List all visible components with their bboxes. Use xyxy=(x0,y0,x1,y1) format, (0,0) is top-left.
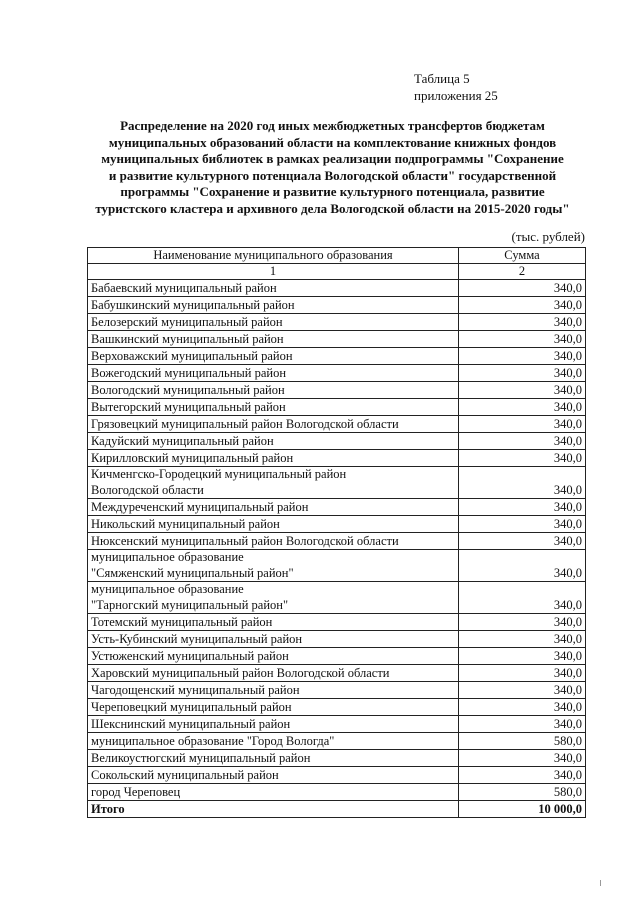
allocation-sum: 340,0 xyxy=(459,614,586,631)
table-row xyxy=(88,314,586,331)
municipality-name-line: Междуреченский муниципальный район xyxy=(91,499,309,514)
allocation-sum: 340,0 xyxy=(459,280,586,297)
table-row xyxy=(88,499,586,516)
table-row xyxy=(88,682,586,699)
allocation-sum: 340,0 xyxy=(459,314,586,331)
table-row xyxy=(88,614,586,631)
units-note: (тыс. рублей) xyxy=(511,229,585,244)
municipality-name-line: Тотемский муниципальный район xyxy=(91,614,273,629)
municipality-name xyxy=(88,467,459,499)
column-number: 1 xyxy=(88,264,459,280)
municipality-name xyxy=(88,648,459,665)
title-line: муниципальных библиотек в рамках реализации подпрограммы "Сохранение xyxy=(101,151,564,166)
municipality-name-line: Чагодощенский муниципальный район xyxy=(91,682,300,697)
table-row xyxy=(88,382,586,399)
municipality-name xyxy=(88,499,459,516)
municipality-name-line: Верховажский муниципальный район xyxy=(91,348,293,363)
table-row xyxy=(88,716,586,733)
allocation-sum: 340,0 xyxy=(459,533,586,550)
column-header-name: Наименование муниципального образования xyxy=(88,248,459,264)
municipality-name-line: "Сямженский муниципальный район" xyxy=(91,565,294,580)
table-row xyxy=(88,297,586,314)
title-line: туристского кластера и архивного дела Вологодской области на 2015-2020 годы" xyxy=(95,200,570,216)
municipality-name xyxy=(88,280,459,297)
municipality-name-line: Бабаевский муниципальный район xyxy=(91,280,277,295)
municipality-name-line: Вожегодский муниципальный район xyxy=(91,365,287,380)
allocation-sum: 340,0 xyxy=(459,450,586,467)
municipality-name xyxy=(88,750,459,767)
title-line: муниципальных образований области на комплектование книжных фондов xyxy=(108,134,557,150)
allocation-sum: 340,0 xyxy=(459,699,586,716)
table-reference xyxy=(414,70,498,104)
municipality-name-line: "Тарногский муниципальный район" xyxy=(91,597,289,612)
title-line: программы "Сохранение и развитие культурного потенциала, развитие xyxy=(120,184,545,199)
municipality-name xyxy=(88,767,459,784)
municipality-name-line: Кирилловский муниципальный район xyxy=(91,450,294,465)
allocation-sum: 340,0 xyxy=(459,382,586,399)
municipality-name xyxy=(88,682,459,699)
allocation-sum: 340,0 xyxy=(459,648,586,665)
table-row xyxy=(88,516,586,533)
municipality-name xyxy=(88,733,459,750)
municipality-name xyxy=(88,348,459,365)
municipality-name-line: Устюженский муниципальный район xyxy=(91,648,289,663)
municipality-name-line: муниципальное образование xyxy=(91,582,244,596)
total-label: Итого xyxy=(88,801,459,818)
allocation-table xyxy=(87,247,586,818)
municipality-name-line: Вытегорский муниципальный район xyxy=(91,399,286,414)
allocation-sum: 340,0 xyxy=(459,716,586,733)
municipality-name xyxy=(88,433,459,450)
municipality-name xyxy=(88,516,459,533)
municipality-name-line: город Череповец xyxy=(91,784,181,799)
allocation-sum: 340,0 xyxy=(459,631,586,648)
table-number: Таблица 5 xyxy=(414,71,470,86)
municipality-name xyxy=(88,382,459,399)
municipality-name-line: Вологодский муниципальный район xyxy=(91,382,285,397)
municipality-name-line: Харовский муниципальный район Вологодской области xyxy=(91,665,390,680)
allocation-sum: 340,0 xyxy=(459,467,586,499)
allocation-sum: 340,0 xyxy=(459,665,586,682)
table-row xyxy=(88,348,586,365)
municipality-name-line: Кичменгско-Городецкий муниципальный район xyxy=(91,467,347,481)
municipality-name xyxy=(88,533,459,550)
municipality-name xyxy=(88,416,459,433)
municipality-name xyxy=(88,631,459,648)
title-line: и развитие культурного потенциала Вологодской области" государственной xyxy=(108,167,557,183)
municipality-name-line: муниципальное образование xyxy=(91,550,244,564)
allocation-sum: 340,0 xyxy=(459,416,586,433)
table-row xyxy=(88,733,586,750)
table-header-row xyxy=(88,248,586,264)
municipality-name xyxy=(88,331,459,348)
total-row xyxy=(88,801,586,818)
allocation-sum: 580,0 xyxy=(459,784,586,801)
municipality-name-line: муниципальное образование "Город Вологда" xyxy=(91,733,335,748)
allocation-sum: 580,0 xyxy=(459,733,586,750)
municipality-name-line: Вашкинский муниципальный район xyxy=(91,331,284,346)
municipality-name xyxy=(88,582,459,614)
municipality-name-line: Бабушкинский муниципальный район xyxy=(91,297,295,312)
document-title xyxy=(60,118,605,217)
municipality-name xyxy=(88,314,459,331)
allocation-sum: 340,0 xyxy=(459,750,586,767)
municipality-name xyxy=(88,450,459,467)
allocation-sum: 340,0 xyxy=(459,399,586,416)
table-row xyxy=(88,767,586,784)
municipality-name-line: Усть-Кубинский муниципальный район xyxy=(91,631,303,646)
municipality-name-line: Череповецкий муниципальный район xyxy=(91,699,292,714)
municipality-name-line: Нюксенский муниципальный район Вологодской области xyxy=(91,533,399,548)
total-sum: 10 000,0 xyxy=(459,801,586,818)
column-header-sum: Сумма xyxy=(459,248,586,264)
municipality-name-line: Шекснинский муниципальный район xyxy=(91,716,291,731)
municipality-name-line: Кадуйский муниципальный район xyxy=(91,433,274,448)
allocation-sum: 340,0 xyxy=(459,433,586,450)
table-row xyxy=(88,533,586,550)
municipality-name xyxy=(88,399,459,416)
table-row xyxy=(88,699,586,716)
municipality-name xyxy=(88,716,459,733)
table-row xyxy=(88,631,586,648)
municipality-name-line: Сокольский муниципальный район xyxy=(91,767,279,782)
municipality-name xyxy=(88,614,459,631)
table-row xyxy=(88,280,586,297)
allocation-sum: 340,0 xyxy=(459,550,586,582)
table-row xyxy=(88,433,586,450)
table-row xyxy=(88,365,586,382)
municipality-name xyxy=(88,665,459,682)
table-row xyxy=(88,399,586,416)
column-number-row xyxy=(88,264,586,280)
municipality-name xyxy=(88,550,459,582)
column-number: 2 xyxy=(459,264,586,280)
municipality-name-line: Никольский муниципальный район xyxy=(91,516,280,531)
allocation-sum: 340,0 xyxy=(459,767,586,784)
municipality-name xyxy=(88,297,459,314)
allocation-sum: 340,0 xyxy=(459,499,586,516)
table-row xyxy=(88,750,586,767)
table-row xyxy=(88,582,586,614)
table-body xyxy=(88,280,586,801)
municipality-name-line: Вологодской области xyxy=(91,482,204,497)
municipality-name-line: Грязовецкий муниципальный район Вологодской области xyxy=(91,416,399,431)
appendix-number: приложения 25 xyxy=(414,88,498,103)
allocation-sum: 340,0 xyxy=(459,365,586,382)
municipality-name xyxy=(88,784,459,801)
table-row xyxy=(88,665,586,682)
table-row xyxy=(88,550,586,582)
municipality-name-line: Белозерский муниципальный район xyxy=(91,314,283,329)
table-row xyxy=(88,784,586,801)
table-row xyxy=(88,648,586,665)
allocation-sum: 340,0 xyxy=(459,297,586,314)
municipality-name-line: Великоустюгский муниципальный район xyxy=(91,750,311,765)
scan-mark xyxy=(600,880,601,886)
table-row xyxy=(88,416,586,433)
table-row xyxy=(88,467,586,499)
table-row xyxy=(88,331,586,348)
allocation-sum: 340,0 xyxy=(459,582,586,614)
allocation-sum: 340,0 xyxy=(459,516,586,533)
table-row xyxy=(88,450,586,467)
municipality-name xyxy=(88,699,459,716)
allocation-sum: 340,0 xyxy=(459,331,586,348)
title-line: Распределение на 2020 год иных межбюджетных трансфертов бюджетам xyxy=(120,118,545,133)
allocation-sum: 340,0 xyxy=(459,348,586,365)
allocation-sum: 340,0 xyxy=(459,682,586,699)
municipality-name xyxy=(88,365,459,382)
